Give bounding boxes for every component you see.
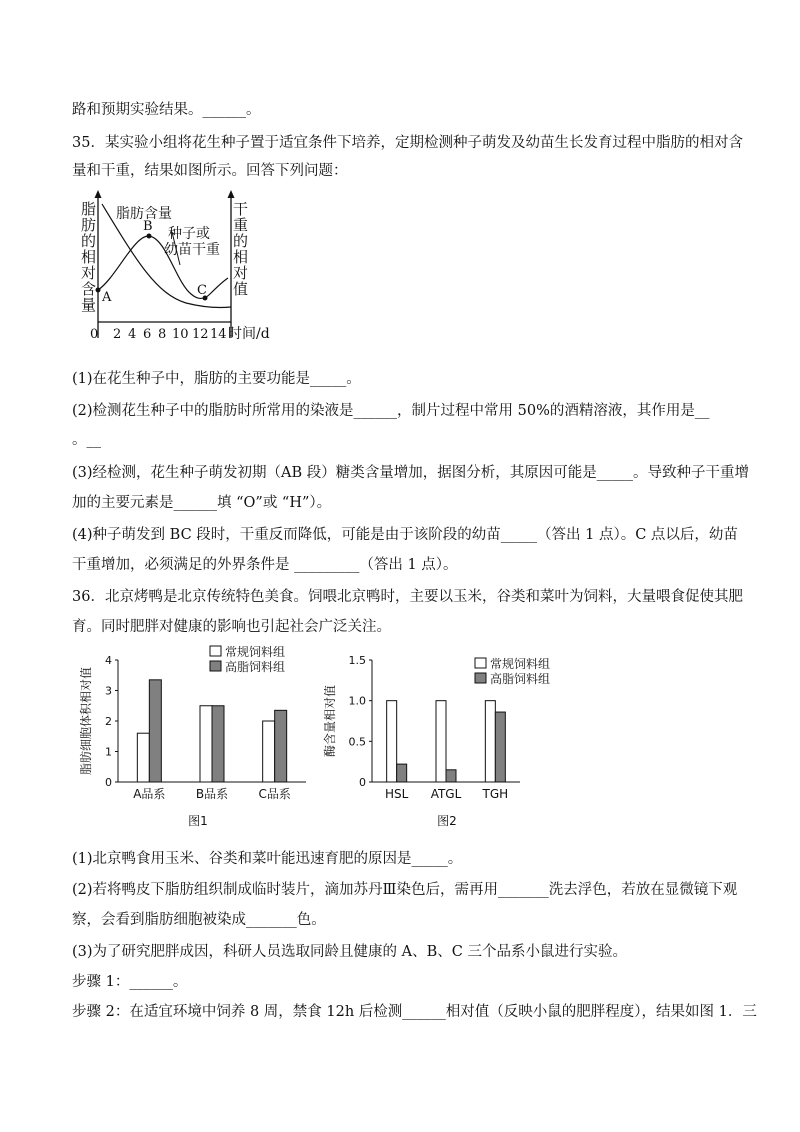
x-tick-label: 10 [172,327,189,342]
bar [446,770,456,782]
bar [397,764,407,782]
question-35-part3: (3)经检测，花生种子萌发初期（AB 段）糖类含量增加，据图分析，其原因可能是_____。导致种子干重增 [72,465,750,481]
bar [436,701,446,782]
question-35-part3-cont: 加的主要元素是______填 “O”或 “H”）。 [72,495,332,511]
bar [485,701,495,782]
question-35-part4-cont: 干重增加，必须满足的外界条件是 _________（答出 1 点）。 [72,557,458,573]
step-1: 步骤 1：______。 [72,974,188,990]
category-label: TGH [482,787,509,801]
x-tick-label: 2 [113,327,122,342]
bar [263,721,275,782]
text-line: 路和预期实验结果。______。 [72,102,261,118]
question-35-part1: (1)在花生种子中，脂肪的主要功能是_____。 [72,371,361,387]
x-tick-label: 4 [128,327,137,342]
category-label: HSL [385,787,409,801]
y-tick-label: 1.5 [348,654,366,667]
legend-label: 常规饲料组 [490,657,551,671]
x-tick-label: 8 [158,327,167,342]
question-36-part1: (1)北京鸭食用玉米、谷类和菜叶能迅速育肥的原因是_____。 [72,851,463,867]
x-tick-label: 14 [210,327,227,342]
bar [149,680,161,782]
y-tick-label: 4 [105,654,112,667]
bar [495,712,505,782]
point-c-label: C [197,283,207,298]
legend-label: 常规饲料组 [225,645,286,659]
y-tick-label: 0 [105,776,112,789]
question-36-stem-cont: 育。同时肥胖对健康的影响也引起社会广泛关注。 [72,619,391,635]
left-axis-label: 脂肪的相对含量 [81,200,97,314]
y-tick-label: 1 [105,745,112,759]
question-35-part2: (2)检测花生种子中的脂肪时所常用的染液是______，制片过程中常用 50%的酒精溶液，其作用是__ [72,403,710,419]
question-36-part2: (2)若将鸭皮下脂肪组织制成临时装片，滴加苏丹Ⅲ染色后，需再用_______洗去浮色，若放在显微镜下观 [72,882,738,898]
fat-curve-label: 脂肪含量 [116,206,172,222]
category-label: A品系 [133,787,166,801]
dryweight-curve-label-2: 幼苗干重 [164,242,220,258]
y-axis-label: 酶含量相对值 [323,684,337,758]
x-unit-label: 时间/d [228,326,270,342]
question-35-stem: 35．某实验小组将花生种子置于适宜条件下培养，定期检测种子萌发及幼苗生长发育过程中脂肪的相对含 [72,135,743,151]
chart-title: 图2 [437,814,457,828]
legend-swatch [475,673,486,683]
x-tick-labels [90,327,227,342]
figure-2-bar-chart [320,640,560,835]
point-a-label: A [102,290,112,305]
legend-swatch [210,661,221,671]
y-tick-label: 0 [359,776,366,789]
y-axis-label: 脂肪细胞体积相对值 [79,666,93,776]
question-35-part2-cont: 。__ [72,432,101,448]
legend-swatch [475,658,486,668]
x-tick-label: 0 [90,327,99,342]
legend-swatch [210,646,221,656]
x-tick-label: 6 [143,327,152,342]
step-2: 步骤 2：在适宜环境中饲养 8 周，禁食 12h 后检测______相对值（反映小鼠的肥胖程度），结果如图 1．三 [72,1004,757,1020]
legend-label: 高脂饲料组 [490,672,551,686]
bar [387,701,397,782]
x-tick-label: 12 [192,327,209,342]
question-35-stem-cont: 量和干重，结果如图所示。回答下列问题： [72,163,348,179]
y-tick-label: 0.5 [348,735,366,749]
question-36-part2-cont: 察，会看到脂肪细胞被染成_______色。 [72,912,326,928]
question-36-part3: (3)为了研究肥胖成因，科研人员选取同龄且健康的 A、B、C 三个品系小鼠进行实验。 [72,944,627,960]
dryweight-curve-label-1: 种子或 [168,226,210,242]
y-tick-label: 2 [105,715,112,728]
chart-title: 图1 [188,814,208,828]
legend-label: 高脂饲料组 [225,660,286,674]
category-label: ATGL [430,787,462,801]
bar [137,733,149,782]
question-36-stem: 36．北京烤鸭是北京传统特色美食。饲喂北京鸭时，主要以玉米，谷类和菜叶为饲料，大量喂食促使其肥 [72,589,743,605]
question-35-part4: (4)种子萌发到 BC 段时，干重反而降低，可能是由于该阶段的幼苗_____（答出 1 点）。C 点以后，幼苗 [72,527,738,543]
point-b-label: B [143,219,153,234]
right-axis-label: 干重的相对值 [233,200,249,298]
bar [275,710,287,782]
category-label: B品系 [195,787,229,801]
category-label: C品系 [258,787,291,801]
y-tick-label: 1.0 [348,694,366,708]
bar [200,706,212,782]
bar [212,706,224,782]
figure-1-bar-chart [70,640,340,835]
y-tick-label: 3 [105,684,112,698]
